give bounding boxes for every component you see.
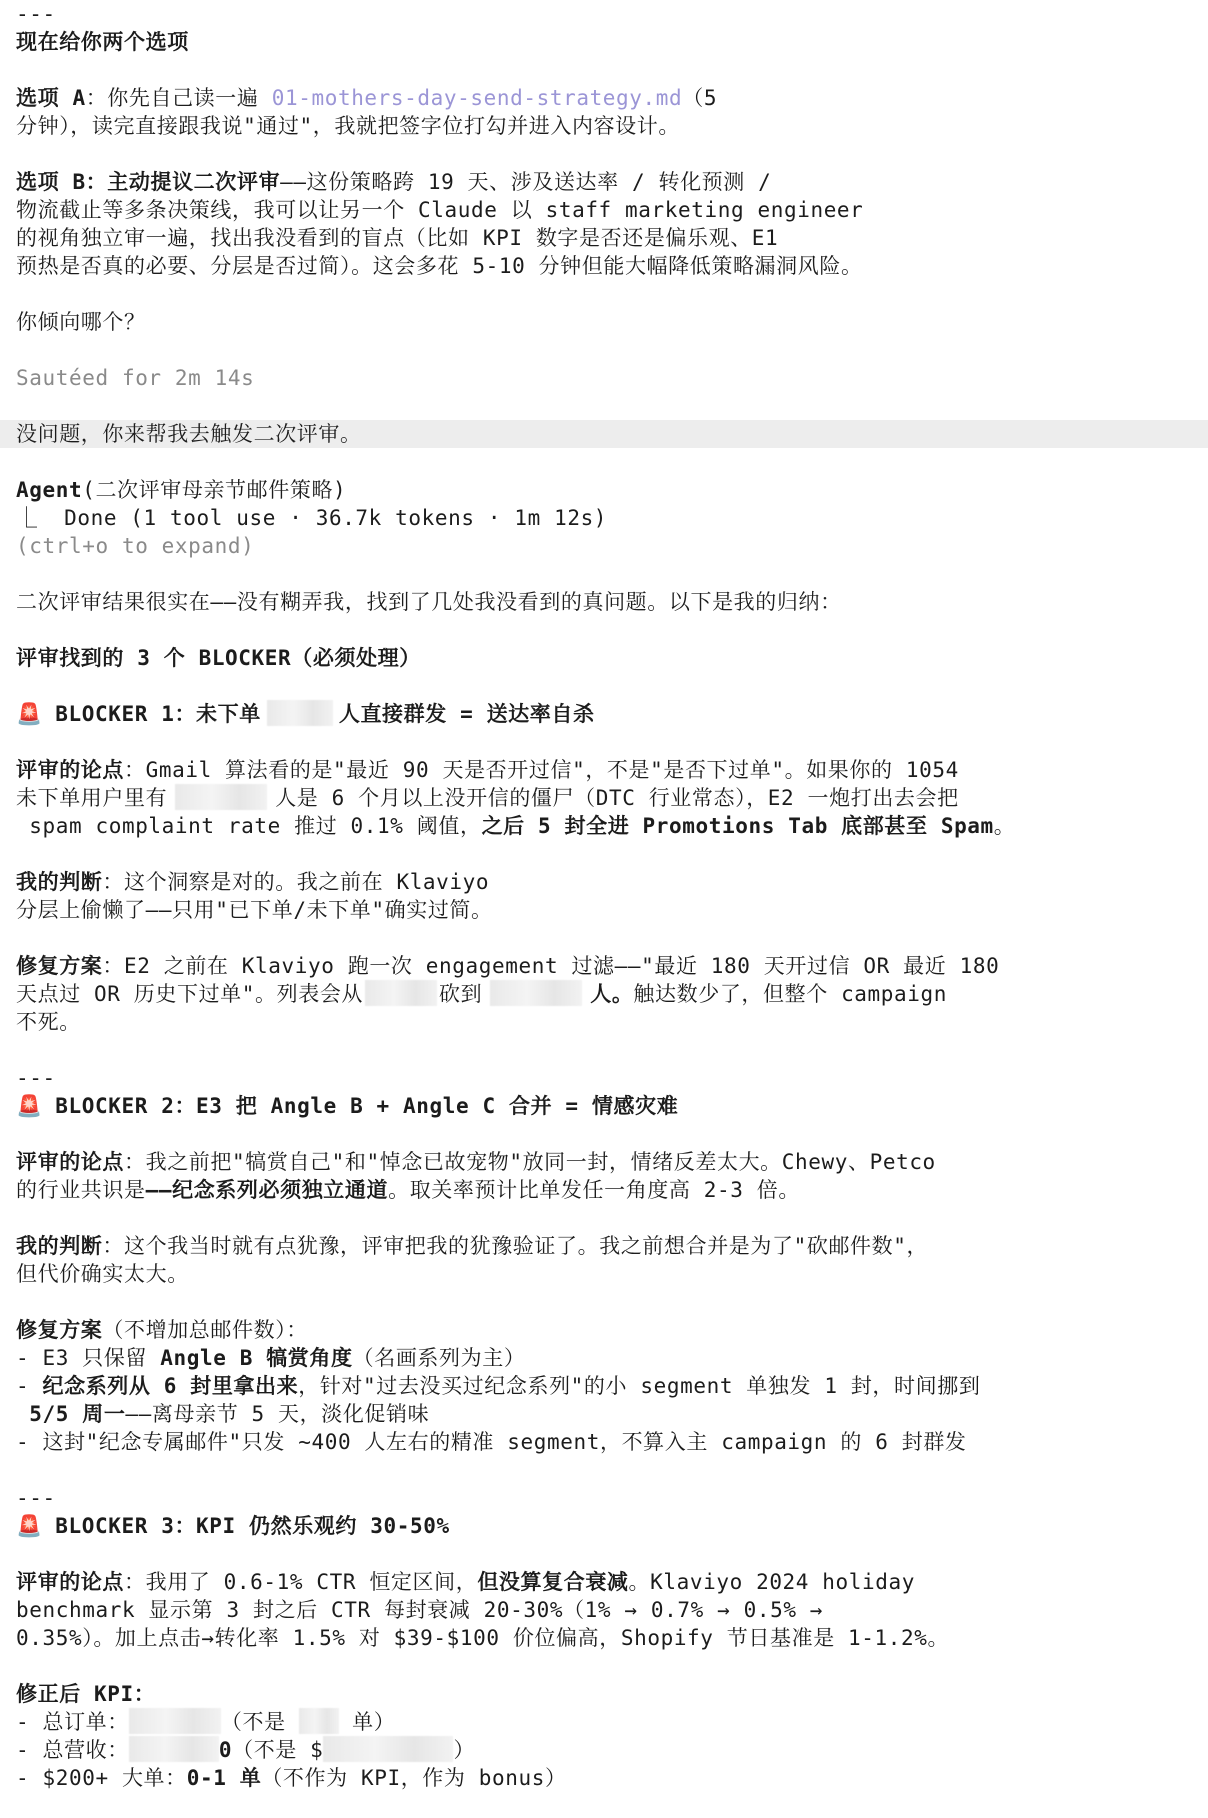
agent-header bbox=[16, 476, 1208, 504]
option-b-line3: 的视角独立审一遍，找出我没看到的盲点（比如 KPI 数字是否还是偏乐观、E1 bbox=[16, 226, 779, 250]
kpi-heading: 修正后 KPI： bbox=[16, 1682, 156, 1706]
option-b-line2: 物流截止等多条决策线，我可以让另一个 Claude 以 staff marketing engineer bbox=[16, 198, 864, 222]
summary-intro: 二次评审结果很实在——没有糊弄我，找到了几处我没看到的真问题。以下是我的归纳： bbox=[16, 590, 842, 614]
expand-hint[interactable]: (ctrl+o to expand) bbox=[16, 534, 255, 558]
kpi-big-orders: - $200+ 大单：0-1 单（不作为 KPI，作为 bonus） bbox=[16, 1766, 567, 1790]
redacted-value bbox=[365, 980, 437, 1006]
option-a-line2: 分钟），读完直接跟我说"通过"，我就把签字位打勾并进入内容设计。 bbox=[16, 114, 680, 138]
blocker1-fix-line3: 不死。 bbox=[16, 1010, 81, 1034]
list-item: - E3 只保留 Angle B 犒赏角度（名画系列为主） bbox=[16, 1346, 526, 1370]
list-item-continued: 5/5 周一——离母亲节 5 天，淡化促销味 bbox=[16, 1402, 430, 1426]
strategy-file-link[interactable]: 01-mothers-day-send-strategy.md bbox=[271, 86, 683, 110]
blocker1-argument-line1: 评审的论点：Gmail 算法看的是"最近 90 天是否开过信"，不是"是否下过单"。如果你的 1054 bbox=[16, 758, 959, 782]
blocker1-fix-line2: 天点过 OR 历史下过单"。列表会从 砍到 人。触达数少了，但整个 campaign bbox=[16, 982, 948, 1006]
option-a-label: 选项 A bbox=[16, 86, 86, 110]
divider: --- bbox=[16, 1066, 56, 1090]
blocker2-judgment-line2: 但代价确实太大。 bbox=[16, 1262, 189, 1286]
blocker2-judgment-line1: 我的判断：这个我当时就有点犹豫，评审把我的犹豫验证了。我之前想合并是为了"砍邮件数"， bbox=[16, 1234, 929, 1258]
kpi-revenue: - 总营收： 0（不是 $ ） bbox=[16, 1738, 476, 1762]
blocker3-argument-line1: 评审的论点：我用了 0.6-1% CTR 恒定区间，但没算复合衰减。Klaviyo 2024 holiday bbox=[16, 1570, 915, 1594]
redacted-value bbox=[323, 1736, 453, 1762]
blocker3-argument-line2: benchmark 显示第 3 封之后 CTR 每封衰减 20-30%（1% → 0.7% → 0.5% → bbox=[16, 1598, 824, 1622]
blocker3-title: 🚨 BLOCKER 3：KPI 仍然乐观约 30-50% bbox=[16, 1514, 450, 1538]
blocker1-title: 🚨 BLOCKER 1：未下单 人直接群发 = 送达率自杀 bbox=[16, 702, 595, 726]
blockers-heading: 评审找到的 3 个 BLOCKER（必须处理） bbox=[16, 646, 421, 670]
blocker1-judgment-line2: 分层上偷懒了——只用"已下单/未下单"确实过简。 bbox=[16, 898, 493, 922]
option-a-line1: 选项 A：你先自己读一遍 01-mothers-day-send-strategy.md（5 bbox=[16, 86, 718, 110]
siren-icon: 🚨 bbox=[16, 1514, 43, 1538]
list-item: - 纪念系列从 6 封里拿出来，针对"过去没买过纪念系列"的小 segment 单独发 1 封，时间挪到 bbox=[16, 1374, 981, 1398]
blocker1-argument-line3: spam complaint rate 推过 0.1% 阈值，之后 5 封全进 Promotions Tab 底部甚至 Spam。 bbox=[16, 814, 1016, 838]
siren-icon: 🚨 bbox=[16, 1094, 43, 1118]
list-item: - 这封"纪念专属邮件"只发 ~400 人左右的精准 segment，不算入主 campaign 的 6 封群发 bbox=[16, 1430, 967, 1454]
option-b-line1: 选项 B：主动提议二次评审——这份策略跨 19 天、涉及送达率 / 转化预测 / bbox=[16, 170, 772, 194]
redacted-value bbox=[129, 1708, 221, 1734]
blocker2-argument-line2: 的行业共识是——纪念系列必须独立通道。取关率预计比单发任一角度高 2-3 倍。 bbox=[16, 1178, 800, 1202]
blocker1-judgment-line1: 我的判断：这个洞察是对的。我之前在 Klaviyo bbox=[16, 870, 490, 894]
question: 你倾向哪个？ bbox=[16, 310, 146, 334]
agent-name: Agent bbox=[16, 478, 83, 502]
status-line: Sautéed for 2m 14s bbox=[16, 366, 255, 390]
divider: --- bbox=[16, 1486, 56, 1510]
user-message: 没问题，你来帮我去触发二次评审。 bbox=[0, 420, 1208, 448]
blocker2-fix-line1: 修复方案（不增加总邮件数）： bbox=[16, 1318, 308, 1342]
redacted-value bbox=[267, 700, 333, 726]
option-b-label: 选项 B：主动提议二次评审 bbox=[16, 170, 281, 194]
options-heading: 现在给你两个选项 bbox=[16, 30, 189, 54]
option-b-line4: 预热是否真的必要、分层是否过简）。这会多花 5-10 分钟但能大幅降低策略漏洞风险。 bbox=[16, 254, 863, 278]
kpi-orders: - 总订单： （不是 单） bbox=[16, 1710, 396, 1734]
redacted-value bbox=[490, 980, 582, 1006]
blocker3-argument-line3: 0.35%）。加上点击→转化率 1.5% 对 $39-$100 价位偏高，Shopify 节日基准是 1-1.2%。 bbox=[16, 1626, 950, 1650]
blocker1-argument-line2: 未下单用户里有 人是 6 个月以上没开信的僵尸（DTC 行业常态），E2 一炮打出去会把 bbox=[16, 786, 959, 810]
redacted-value bbox=[299, 1708, 339, 1734]
agent-task: (二次评审母亲节邮件策略) bbox=[82, 478, 347, 502]
blocker1-fix-line1: 修复方案：E2 之前在 Klaviyo 跑一次 engagement 过滤——"最近 180 天开过信 OR 最近 180 bbox=[16, 954, 1000, 978]
redacted-value bbox=[129, 1736, 219, 1762]
blocker2-title: 🚨 BLOCKER 2：E3 把 Angle B + Angle C 合并 = 情感灾难 bbox=[16, 1094, 679, 1118]
top-rule: --- bbox=[16, 2, 56, 26]
agent-done-line: ⎿ Done (1 tool use · 36.7k tokens · 1m 12s) bbox=[16, 506, 608, 530]
blocker2-argument-line1: 评审的论点：我之前把"犒赏自己"和"悼念已故宠物"放同一封，情绪反差太大。Chewy、Petco bbox=[16, 1150, 936, 1174]
siren-icon: 🚨 bbox=[16, 702, 43, 726]
redacted-value bbox=[175, 784, 267, 810]
